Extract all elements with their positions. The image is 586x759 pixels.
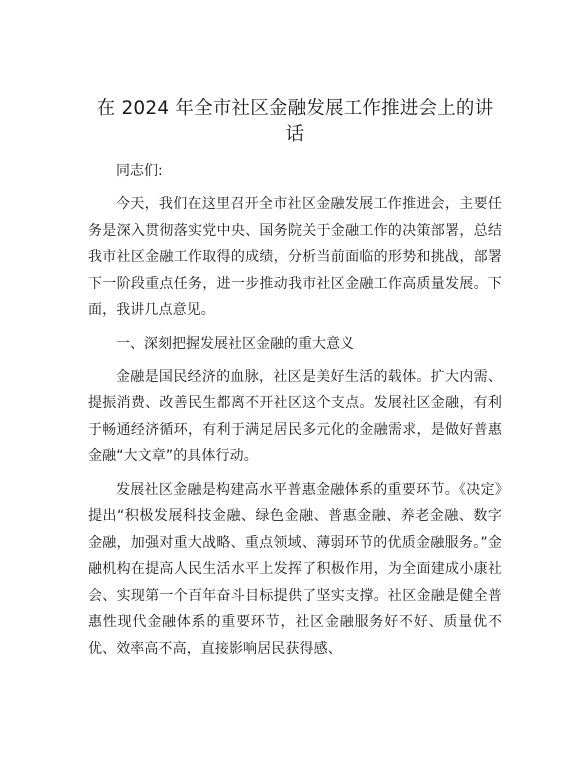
intro-paragraph: 今天，我们在这里召开全市社区金融发展工作推进会，主要任务是深入贯彻落实党中央、国务院关于金融工作的决策部署，总结我市社区金融工作取得的成绩，分析当前面临的形势和挑战，部署下一阶段重点任务，进一步推动我市社区金融工作高质量发展。下面，我讲几点意见。 xyxy=(88,196,502,318)
section-paragraph: 金融是国民经济的血脉，社区是美好生活的载体。扩大内需、提振消费、改善民生都离不开社区这个支点。发展社区金融，有利于畅通经济循环，有利于满足居民多元化的金融需求，是做好普惠金融“大文章”的具体行动。 xyxy=(88,368,502,464)
section-heading: 一、深刻把握发展社区金融的重大意义 xyxy=(116,335,354,352)
section-paragraph: 发展社区金融是构建高水平普惠金融体系的重要环节。《决定》提出“积极发展科技金融、绿色金融、普惠金融、养老金融、数字金融，加强对重大战略、重点领域、薄弱环节的优质金融服务。”金融机构在提高人民生活水平上发挥了积极作用，为全面建成小康社会、实现第一个百年奋斗目标提供了坚实支撑。社区金融是健全普惠性现代金融体系的重要环节，社区金融服务好不好、质量优不优、效率高不高，直接影响居民获得感、 xyxy=(88,481,502,657)
document-title: 在 2024 年全市社区金融发展工作推进会上的讲话 xyxy=(96,98,494,145)
salutation: 同志们: xyxy=(116,163,163,179)
